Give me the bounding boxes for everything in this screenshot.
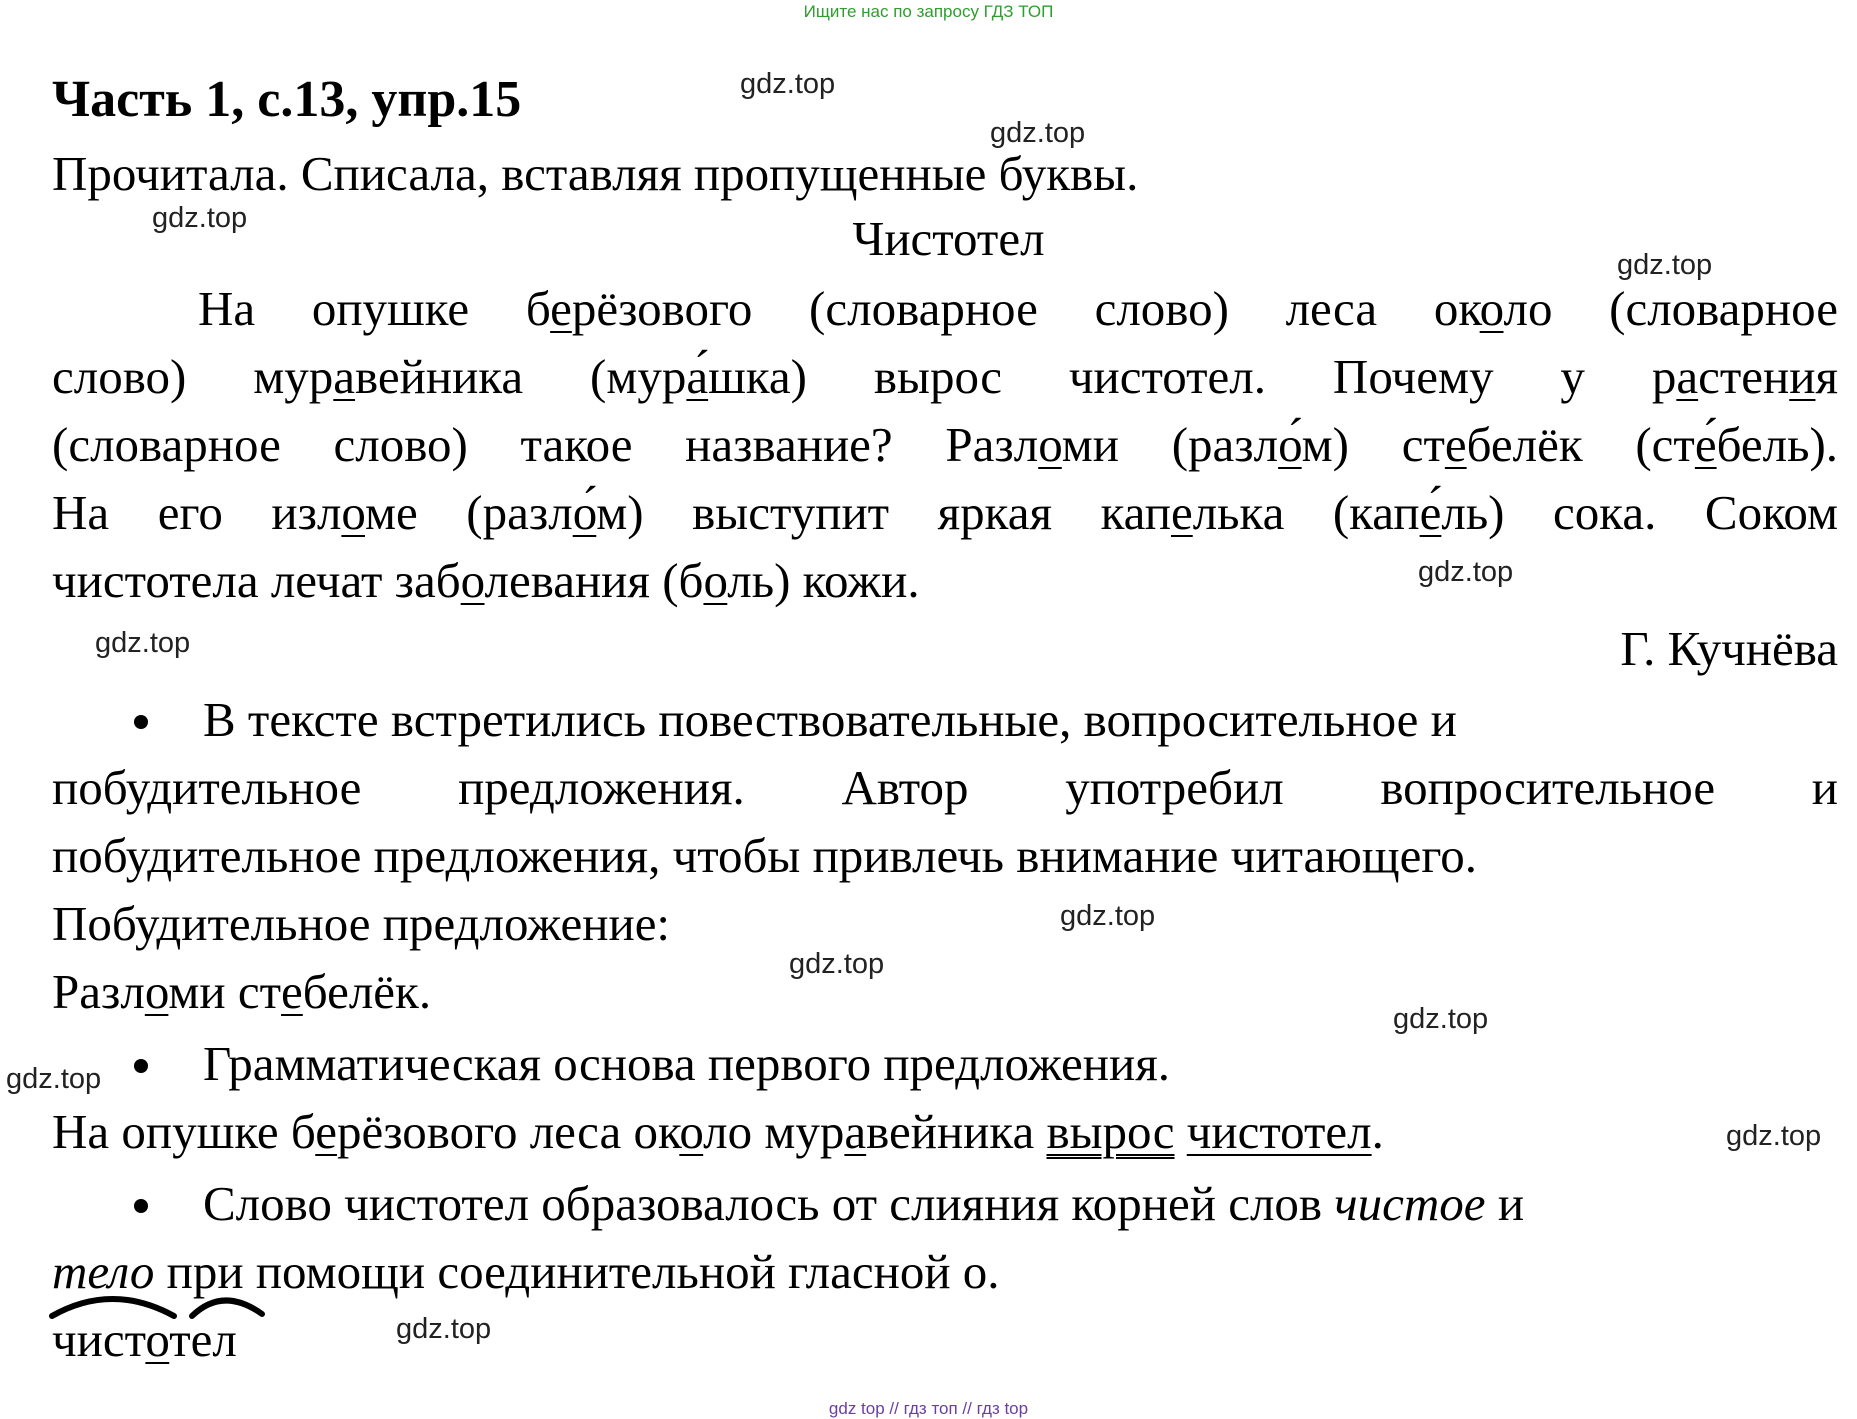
footer: gdz top // гдз топ // гдз top [828,1399,1029,1418]
watermark-4: gdz.top [1617,249,1713,281]
watermark-6: gdz.top [95,627,191,659]
bullet3-line2: тело при помощи соединительной гласной о. [52,1244,1000,1299]
bullet1-line3: побудительное предложения, чтобы привлечь внимание читающего. [52,828,1478,883]
bullet-2 [134,1059,148,1073]
intro-text: Прочитала. Списала, вставляя пропущенные буквы. [52,146,1139,201]
incentive-sentence: Разломи стебелёк. [52,964,432,1019]
text-title: Чистотел [852,211,1045,266]
bullet3-line1: Слово чистотел образовалось от слияния корней слов чистое и [203,1176,1525,1231]
watermark-10: gdz.top [6,1063,102,1095]
paragraph-line-1: На опушке берёзового (словарное слово) леса около (словарное [198,281,1838,336]
paragraph-line-2: слово) муравейника (мура́шка) вырос чистотел. Почему у растения [52,349,1839,404]
watermark-7: gdz.top [1060,900,1156,932]
paragraph-line-4: На его изломе (разло́м) выступит яркая капелька (капе́ль) сока. Соком [52,485,1838,540]
author: Г. Кучнёва [1620,621,1838,676]
paragraph-line-3: (словарное слово) такое название? Разломи (разло́м) стебелёк (сте́бель). [52,417,1839,472]
watermark-9: gdz.top [1393,1003,1489,1035]
top-banner: Ищите нас по запросу ГДЗ ТОП [803,2,1054,21]
incentive-label: Побудительное предложение: [52,896,671,951]
watermark-8: gdz.top [789,948,885,980]
bullet1-line1: В тексте встретились повествовательные, вопросительное и [203,692,1457,747]
compound-word: чистотел [52,1312,237,1367]
watermark-2: gdz.top [990,117,1086,149]
grammar-sentence: На опушке берёзового леса около муравейника вырос чистотел. [52,1104,1384,1159]
watermark-3: gdz.top [152,202,248,234]
bullet1-line2: побудительное предложения. Автор употребил вопросительное и [52,760,1838,815]
page-title: Часть 1, с.13, упр.15 [52,71,522,128]
bullet-1 [134,715,148,729]
watermark-1: gdz.top [740,68,836,100]
paragraph-line-5: чистотела лечат заболевания (боль) кожи. [52,553,920,608]
watermark-5: gdz.top [1418,556,1514,588]
bullet2-text: Грамматическая основа первого предложения. [203,1036,1171,1091]
watermark-12: gdz.top [396,1313,492,1345]
watermark-11: gdz.top [1726,1120,1822,1152]
bullet-3 [134,1199,148,1213]
